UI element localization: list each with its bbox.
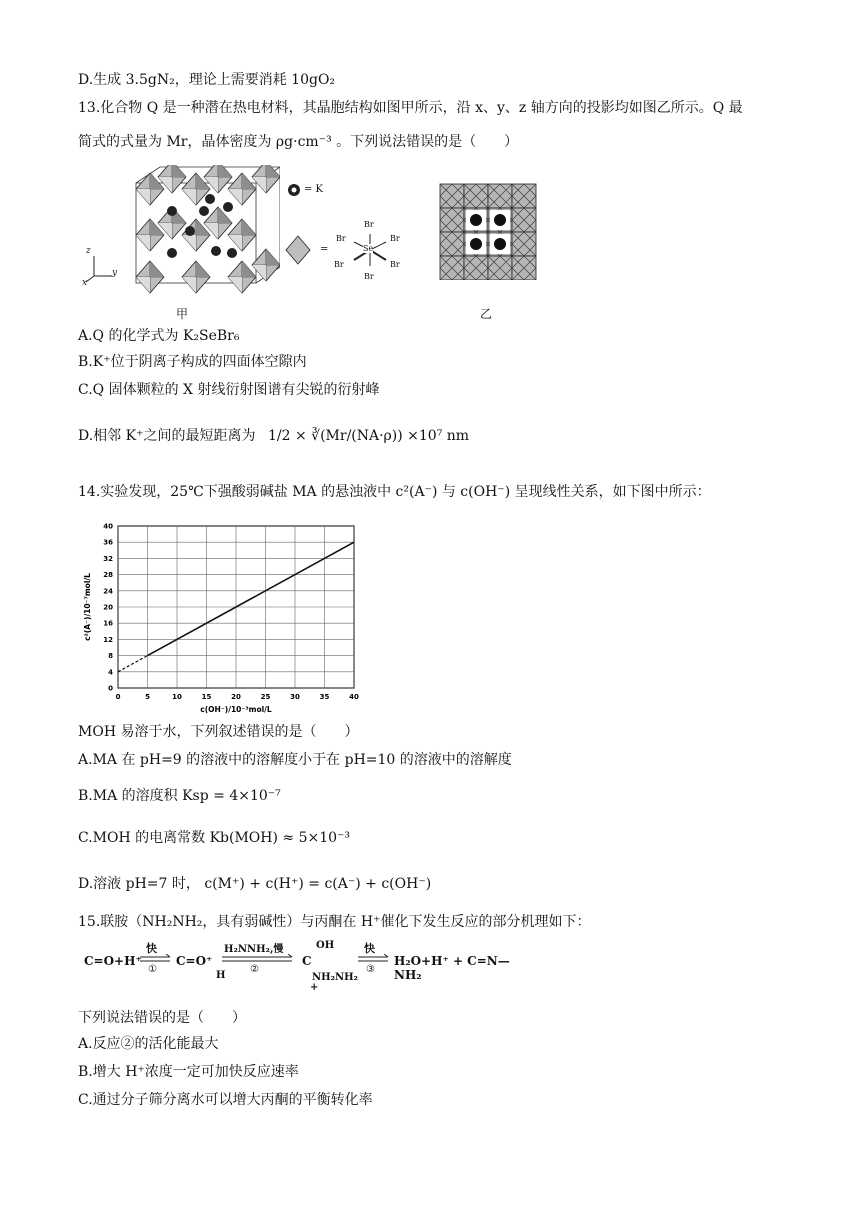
mechanism-scheme [78,940,518,996]
figure-label-jia: 甲 [176,307,189,321]
x-tick-label: 10 [172,693,182,701]
step2-num: ② [250,964,259,975]
product: H₂O+H⁺ + C=N—NH₂ [394,954,510,982]
intermediate-1-h: H [216,970,226,981]
q13-option-a: A.Q 的化学式为 K₂SeBr₆ [78,328,240,344]
intermediate-2-oh: OH [316,940,335,951]
q15-option-a: A.反应②的活化能最大 [78,1036,219,1052]
legend-k-label: = K [304,184,324,195]
x-tick-label: 30 [290,693,300,701]
q14-option-d: D.溶液 pH=7 时， c(M⁺) + c(H⁺) = c(A⁻) + c(OH⁻) [78,876,432,892]
x-tick-label: 25 [260,693,271,701]
y-tick-label: 36 [103,538,113,547]
y-tick-label: 4 [108,668,113,677]
q13-stem-line1: 13.化合物 Q 是一种潜在热电材料，其晶胞结构如图甲所示，沿 x、y、z 轴方向的投影均如图乙所示。Q 最 [78,100,743,116]
q15-stem: 15.联胺（NH₂NH₂，具有弱碱性）与丙酮在 H⁺催化下发生反应的部分机理如下： [78,914,591,930]
x-tick-label: 0 [115,693,121,701]
intermediate-1: C=O⁺ [176,954,213,968]
legend [284,180,414,290]
reactant: C=O+H⁺ [84,954,142,968]
axis-z-label: z [86,246,91,256]
se-label: Se [363,244,374,253]
series-line-extrapolated [118,656,148,672]
q13-option-b: B.K⁺位于阴离子构成的四面体空隙内 [78,354,307,370]
q13-option-c: C.Q 固体颗粒的 X 射线衍射图谱有尖锐的衍射峰 [78,382,380,398]
y-tick-label: 40 [103,522,113,531]
intermediate-2-plus: + [310,982,319,993]
y-axis-label: c²(A⁻)/10⁻⁷mol/L [83,573,92,641]
y-tick-label: 8 [108,652,113,661]
q14-option-a: A.MA 在 pH=9 的溶液中的溶解度小于在 pH=10 的溶液中的溶解度 [78,752,512,768]
step3-label: 快 [364,942,375,955]
projection-k-ion [470,214,482,226]
y-tick-label: 12 [103,635,113,644]
linear-chart [78,518,368,718]
y-tick-label: 16 [103,619,113,628]
step1-num: ① [148,964,157,975]
br-bottom: Br [364,272,374,281]
br-right-bottom: Br [390,260,400,269]
x-axis-label: c(OH⁻)/10⁻³mol/L [200,705,272,714]
x-tick-label: 40 [349,693,359,701]
q14-option-b: B.MA 的溶度积 Ksp = 4×10⁻⁷ [78,788,281,804]
x-tick-label: 35 [319,693,330,701]
projection-k-ion [494,214,506,226]
x-tick-label: 20 [231,693,241,701]
br-top: Br [364,220,374,229]
y-tick-label: 0 [108,684,113,693]
q15-option-c: C.通过分子筛分离水可以增大丙酮的平衡转化率 [78,1092,373,1108]
series-line [148,542,355,655]
y-tick-label: 24 [103,587,113,596]
x-tick-label: 5 [145,693,150,701]
projection-figure-yi [436,180,552,280]
q14-stem: 14.实验发现，25℃下强酸弱碱盐 MA 的悬浊液中 c²(A⁻) 与 c(OH⁻) 呈现线性关系，如下图中所示： [78,484,711,500]
q13-option-d-prefix: D.相邻 K⁺之间的最短距离为 [78,428,256,444]
q15-option-b: B.增大 H⁺浓度一定可加快反应速率 [78,1064,299,1080]
axis-y-label: y [112,268,118,278]
q13-stem-line2: 简式的式量为 Mr，晶体密度为 ρg·cm⁻³ 。下列说法错误的是（ ） [78,134,519,150]
x-tick-label: 15 [201,693,212,701]
q15-after: 下列说法错误的是（ ） [78,1010,246,1026]
intermediate-2-c: C [302,954,312,968]
y-tick-label: 32 [103,554,113,563]
q13-option-d-formula: 1/2 × ∛(Mr/(NA·ρ)) ×10⁷ nm [268,428,470,444]
axes-indicator [80,244,120,290]
y-tick-label: 20 [103,603,113,612]
projection-k-ion [494,238,506,250]
y-tick-label: 28 [103,571,113,580]
figure-label-yi: 乙 [480,307,493,321]
q12-option-d: D.生成 3.5gN₂，理论上需要消耗 10gO₂ [78,72,336,88]
step2-label: H₂NNH₂,慢 [224,944,284,955]
q14-option-c: C.MOH 的电离常数 Kb(MOH) ≈ 5×10⁻³ [78,830,351,846]
br-left-top: Br [336,234,346,243]
br-left-bottom: Br [334,260,344,269]
q14-after-chart: MOH 易溶于水，下列叙述错误的是（ ） [78,724,359,740]
legend-eq: = [320,244,329,255]
projection-k-ion [470,238,482,250]
intermediate-2-n: NH₂NH₂ [312,972,358,983]
br-right-top: Br [390,234,400,243]
axis-x-label: x [82,278,88,288]
step1-label: 快 [146,942,157,955]
step3-num: ③ [366,964,375,975]
